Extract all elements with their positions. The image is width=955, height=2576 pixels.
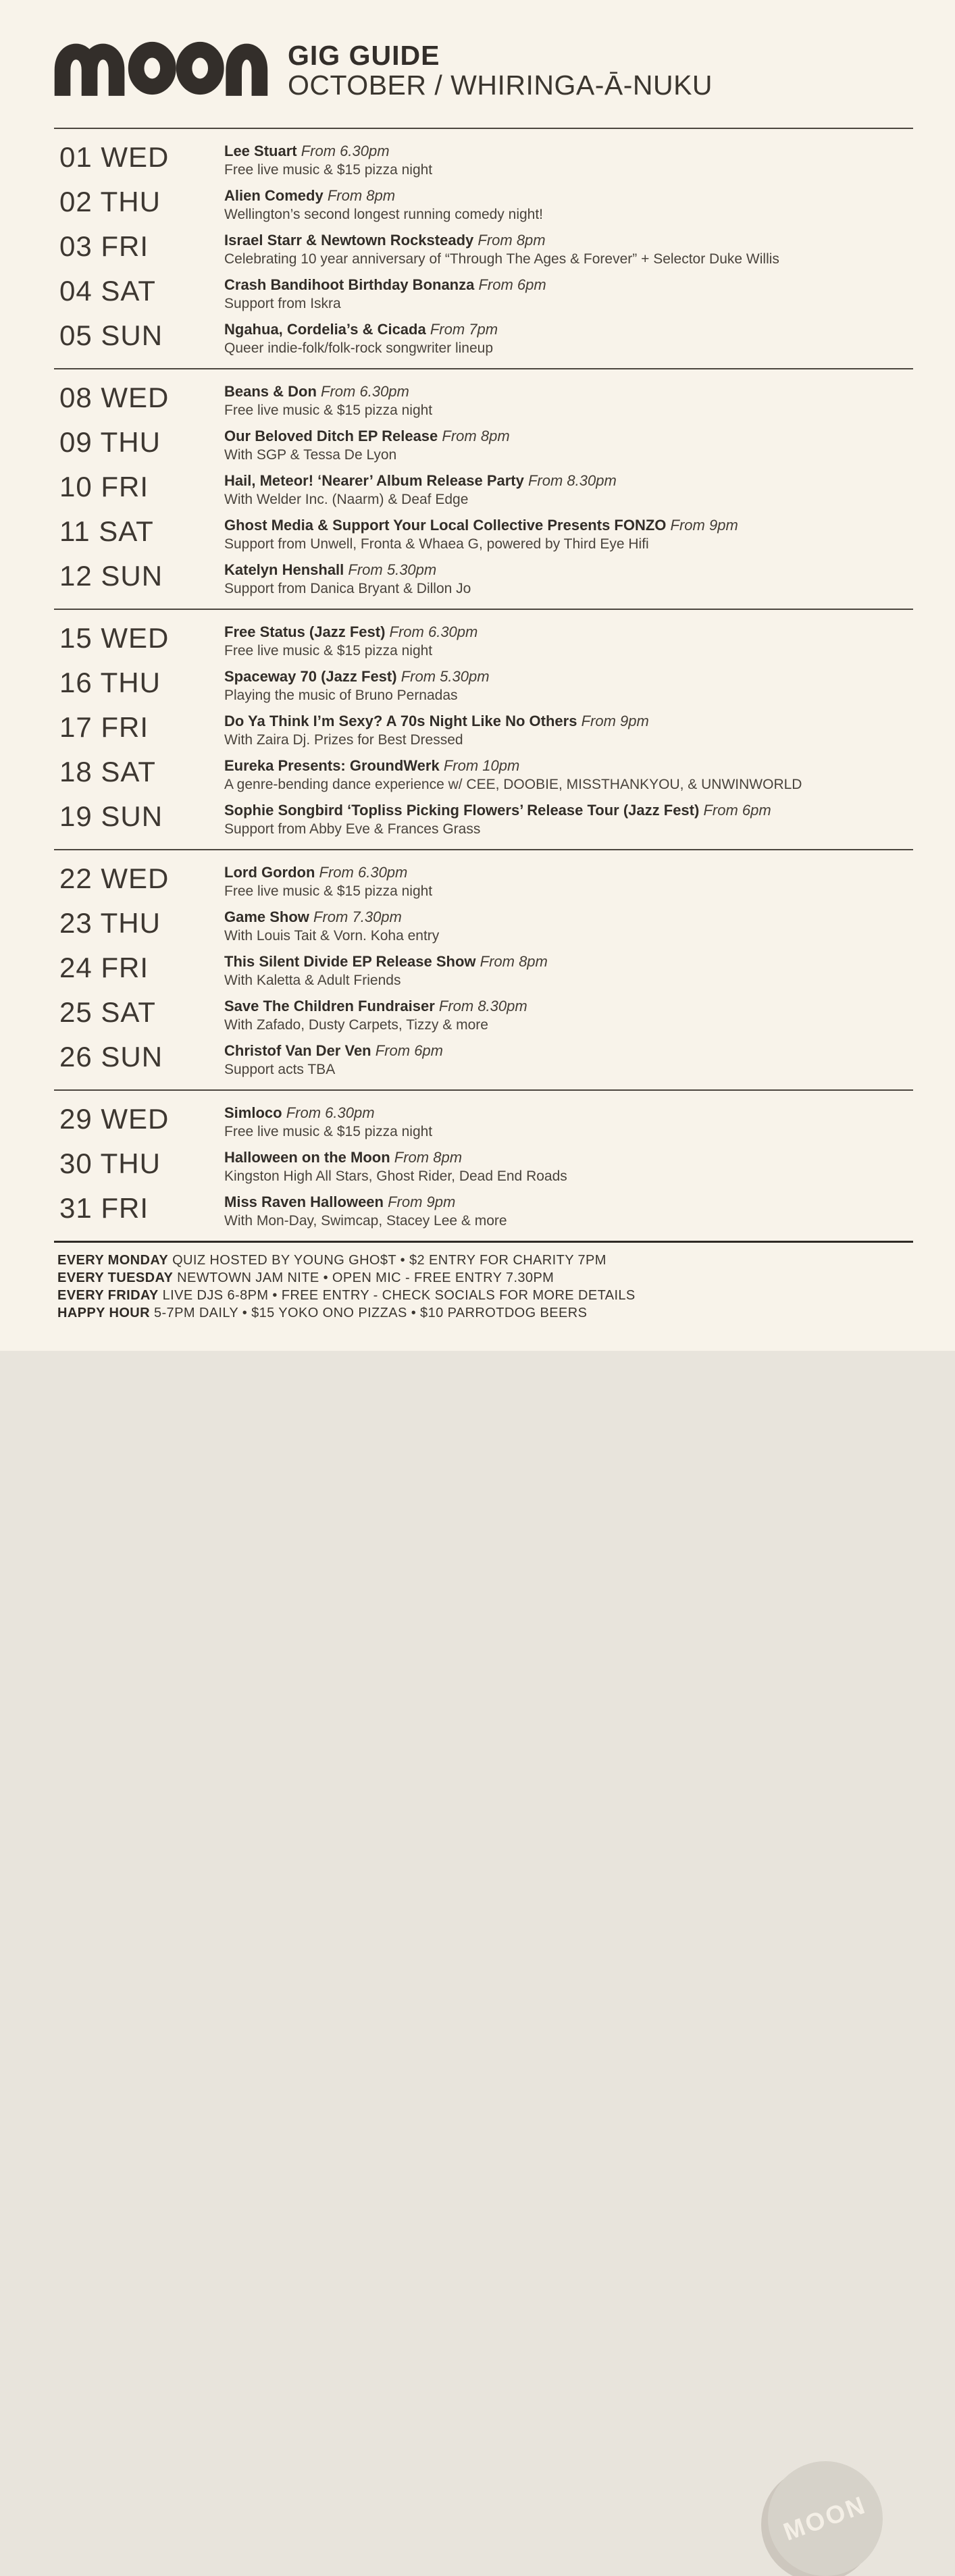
event-date: 30 THU bbox=[59, 1148, 161, 1179]
event-title: Alien Comedy bbox=[224, 187, 324, 204]
event-title: Crash Bandihoot Birthday Bonanza bbox=[224, 276, 475, 293]
moon-stamp bbox=[768, 2461, 883, 2576]
event-time: From 6.30pm bbox=[301, 143, 390, 159]
event-title: Game Show bbox=[224, 908, 309, 925]
event-title-line bbox=[224, 426, 928, 446]
header bbox=[0, 0, 955, 128]
weekly-special-line bbox=[57, 1287, 955, 1304]
footer bbox=[0, 1241, 955, 2546]
event-description: Kingston High All Stars, Ghost Rider, Dead End Roads bbox=[224, 1168, 567, 1184]
event-title-line bbox=[224, 952, 928, 971]
week-section bbox=[0, 610, 955, 849]
weekly-special-text: QUIZ HOSTED BY YOUNG GHO$T • $2 ENTRY FOR CHARITY 7PM bbox=[172, 1253, 606, 1268]
event-date: 02 THU bbox=[59, 186, 161, 217]
event-row bbox=[0, 315, 955, 360]
event-title-line bbox=[224, 230, 928, 250]
moon-stamp-label: MOON bbox=[780, 2490, 871, 2546]
event-title-line bbox=[224, 186, 928, 205]
event-details bbox=[224, 996, 955, 1037]
event-row bbox=[0, 1143, 955, 1188]
event-date: 26 SUN bbox=[59, 1041, 163, 1073]
event-description: Support from Danica Bryant & Dillon Jo bbox=[224, 581, 471, 596]
week-section bbox=[0, 1091, 955, 1241]
event-title: Katelyn Henshall bbox=[224, 561, 344, 578]
weekly-special-label: EVERY MONDAY bbox=[57, 1253, 169, 1268]
event-title: Hail, Meteor! ‘Nearer’ Album Release Party bbox=[224, 472, 524, 489]
event-description: Free live music & $15 pizza night bbox=[224, 162, 433, 178]
event-description: Support from Abby Eve & Frances Grass bbox=[224, 821, 481, 837]
event-description: A genre-bending dance experience w/ CEE, DOOBIE, MISSTHANKYOU, & UNWINWORLD bbox=[224, 777, 802, 792]
event-details bbox=[224, 382, 955, 422]
event-details bbox=[224, 560, 955, 600]
event-title-line bbox=[224, 1103, 928, 1123]
event-time: From 5.30pm bbox=[348, 561, 437, 578]
event-details bbox=[224, 1192, 955, 1233]
event-title-line bbox=[224, 515, 928, 535]
event-date: 23 THU bbox=[59, 907, 161, 939]
event-details bbox=[224, 667, 955, 707]
event-row bbox=[0, 422, 955, 467]
week-section bbox=[0, 129, 955, 368]
event-date: 24 FRI bbox=[59, 952, 149, 983]
event-date: 18 SAT bbox=[59, 756, 156, 788]
event-description: Free live music & $15 pizza night bbox=[224, 883, 433, 899]
event-row bbox=[0, 137, 955, 182]
event-time: From 8.30pm bbox=[438, 998, 527, 1014]
event-date: 17 FRI bbox=[59, 711, 149, 743]
event-details bbox=[224, 756, 955, 796]
event-title: Ngahua, Cordelia’s & Cicada bbox=[224, 321, 426, 338]
event-time: From 9pm bbox=[670, 517, 738, 534]
weekly-special-line bbox=[57, 1304, 955, 1322]
event-title: Sophie Songbird ‘Topliss Picking Flowers’ Release Tour (Jazz Fest) bbox=[224, 802, 700, 819]
moon-logo bbox=[53, 41, 269, 96]
event-date: 16 THU bbox=[59, 667, 161, 698]
event-details bbox=[224, 1103, 955, 1143]
weekly-special-label: EVERY TUESDAY bbox=[57, 1270, 174, 1285]
event-title-line bbox=[224, 275, 928, 294]
event-description: Free live music & $15 pizza night bbox=[224, 643, 433, 659]
event-title: Our Beloved Ditch EP Release bbox=[224, 428, 438, 444]
event-title-line bbox=[224, 141, 928, 161]
weekly-special-text: 5-7PM DAILY • $15 YOKO ONO PIZZAS • $10 PARROTDOG BEERS bbox=[153, 1306, 588, 1320]
weekly-special-text: NEWTOWN JAM NITE • OPEN MIC - FREE ENTRY 7.30PM bbox=[177, 1270, 554, 1285]
event-time: From 6.30pm bbox=[321, 383, 409, 400]
event-description: With Kaletta & Adult Friends bbox=[224, 973, 401, 988]
weekly-special-text: LIVE DJS 6-8PM • FREE ENTRY - CHECK SOCIALS FOR MORE DETAILS bbox=[162, 1288, 636, 1303]
event-time: From 7.30pm bbox=[313, 908, 402, 925]
event-description: With Louis Tait & Vorn. Koha entry bbox=[224, 928, 440, 944]
event-title-line bbox=[224, 471, 928, 490]
event-date: 25 SAT bbox=[59, 996, 156, 1028]
event-row bbox=[0, 226, 955, 271]
event-title: Ghost Media & Support Your Local Collective Presents FONZO bbox=[224, 517, 667, 534]
event-description: Support acts TBA bbox=[224, 1062, 336, 1077]
event-title: Spaceway 70 (Jazz Fest) bbox=[224, 668, 397, 685]
event-details bbox=[224, 186, 955, 226]
event-title-line bbox=[224, 319, 928, 339]
event-description: Support from Unwell, Fronta & Whaea G, powered by Third Eye Hifi bbox=[224, 536, 649, 552]
event-time: From 6.30pm bbox=[286, 1104, 375, 1121]
event-details bbox=[224, 907, 955, 948]
event-title: Christof Van Der Ven bbox=[224, 1042, 371, 1059]
event-title: Free Status (Jazz Fest) bbox=[224, 623, 386, 640]
event-row bbox=[0, 707, 955, 752]
event-description: Free live music & $15 pizza night bbox=[224, 1124, 433, 1139]
event-title: Beans & Don bbox=[224, 383, 317, 400]
event-title: Simloco bbox=[224, 1104, 282, 1121]
event-time: From 6.30pm bbox=[389, 623, 478, 640]
event-title: Miss Raven Halloween bbox=[224, 1193, 384, 1210]
event-title-line bbox=[224, 1041, 928, 1060]
event-row bbox=[0, 511, 955, 556]
event-date: 04 SAT bbox=[59, 275, 156, 307]
event-time: From 9pm bbox=[388, 1193, 456, 1210]
event-details bbox=[224, 275, 955, 315]
event-title: Eureka Presents: GroundWerk bbox=[224, 757, 440, 774]
event-time: From 6pm bbox=[703, 802, 771, 819]
event-title-line bbox=[224, 800, 928, 820]
event-title-line bbox=[224, 1148, 928, 1167]
event-date: 15 WED bbox=[59, 622, 170, 654]
header-titles bbox=[288, 41, 713, 100]
weekly-special-line bbox=[57, 1269, 955, 1287]
event-date: 03 FRI bbox=[59, 230, 149, 262]
event-time: From 9pm bbox=[581, 713, 649, 729]
event-date: 11 SAT bbox=[59, 515, 154, 547]
week-section bbox=[0, 850, 955, 1089]
event-title: Lord Gordon bbox=[224, 864, 315, 881]
event-title: Lee Stuart bbox=[224, 143, 297, 159]
event-listings bbox=[0, 128, 955, 1241]
event-title: Halloween on the Moon bbox=[224, 1149, 390, 1166]
event-date: 31 FRI bbox=[59, 1192, 149, 1224]
event-date: 05 SUN bbox=[59, 319, 163, 351]
event-row bbox=[0, 618, 955, 663]
event-description: Wellington’s second longest running comedy night! bbox=[224, 207, 544, 222]
event-description: Playing the music of Bruno Pernadas bbox=[224, 688, 458, 703]
page-subtitle: OCTOBER / WHIRINGA-Ā-NUKU bbox=[288, 70, 713, 101]
event-row bbox=[0, 1037, 955, 1081]
event-title-line bbox=[224, 1192, 928, 1212]
event-time: From 8pm bbox=[477, 232, 546, 249]
weekly-special-label: EVERY FRIDAY bbox=[57, 1288, 159, 1303]
event-row bbox=[0, 663, 955, 707]
event-details bbox=[224, 426, 955, 467]
event-row bbox=[0, 903, 955, 948]
event-time: From 8pm bbox=[327, 187, 396, 204]
event-date: 12 SUN bbox=[59, 560, 163, 592]
event-title-line bbox=[224, 382, 928, 401]
event-details bbox=[224, 1041, 955, 1081]
event-title: Israel Starr & Newtown Rocksteady bbox=[224, 232, 474, 249]
event-title: Save The Children Fundraiser bbox=[224, 998, 435, 1014]
event-title: Do Ya Think I’m Sexy? A 70s Night Like No Others bbox=[224, 713, 577, 729]
event-description: With SGP & Tessa De Lyon bbox=[224, 447, 397, 463]
event-title-line bbox=[224, 622, 928, 642]
event-details bbox=[224, 1148, 955, 1188]
event-details bbox=[224, 800, 955, 841]
event-time: From 6.30pm bbox=[319, 864, 408, 881]
event-title-line bbox=[224, 756, 928, 775]
event-row bbox=[0, 556, 955, 600]
event-date: 01 WED bbox=[59, 141, 170, 173]
event-details bbox=[224, 141, 955, 182]
event-details bbox=[224, 230, 955, 271]
event-time: From 6pm bbox=[375, 1042, 443, 1059]
event-row bbox=[0, 1099, 955, 1143]
event-time: From 7pm bbox=[430, 321, 498, 338]
event-description: With Mon-Day, Swimcap, Stacey Lee & more bbox=[224, 1213, 507, 1229]
event-row bbox=[0, 467, 955, 511]
event-description: With Zaira Dj. Prizes for Best Dressed bbox=[224, 732, 463, 748]
event-row bbox=[0, 992, 955, 1037]
event-title-line bbox=[224, 907, 928, 927]
event-date: 09 THU bbox=[59, 426, 161, 458]
weekly-special-line bbox=[57, 1252, 955, 1269]
event-details bbox=[224, 515, 955, 556]
event-details bbox=[224, 952, 955, 992]
event-date: 19 SUN bbox=[59, 800, 163, 832]
event-date: 22 WED bbox=[59, 862, 170, 894]
event-description: Support from Iskra bbox=[224, 296, 341, 311]
week-section bbox=[0, 369, 955, 609]
event-title-line bbox=[224, 667, 928, 686]
event-date: 08 WED bbox=[59, 382, 170, 413]
event-date: 10 FRI bbox=[59, 471, 149, 503]
event-time: From 8pm bbox=[394, 1149, 463, 1166]
event-time: From 8pm bbox=[442, 428, 510, 444]
event-description: Celebrating 10 year anniversary of “Through The Ages & Forever” + Selector Duke Willis bbox=[224, 251, 779, 267]
event-row bbox=[0, 182, 955, 226]
event-time: From 8pm bbox=[480, 953, 548, 970]
event-details bbox=[224, 711, 955, 752]
event-title: This Silent Divide EP Release Show bbox=[224, 953, 476, 970]
event-row bbox=[0, 752, 955, 796]
event-details bbox=[224, 862, 955, 903]
event-description: Queer indie-folk/folk-rock songwriter lineup bbox=[224, 340, 494, 356]
event-description: With Zafado, Dusty Carpets, Tizzy & more bbox=[224, 1017, 488, 1033]
event-row bbox=[0, 858, 955, 903]
event-row bbox=[0, 1188, 955, 1233]
event-title-line bbox=[224, 862, 928, 882]
event-title-line bbox=[224, 996, 928, 1016]
event-row bbox=[0, 796, 955, 841]
event-row bbox=[0, 948, 955, 992]
event-description: Free live music & $15 pizza night bbox=[224, 403, 433, 418]
event-time: From 5.30pm bbox=[401, 668, 490, 685]
event-details bbox=[224, 319, 955, 360]
page-title: GIG GUIDE bbox=[288, 40, 440, 71]
event-title-line bbox=[224, 560, 928, 579]
event-row bbox=[0, 271, 955, 315]
event-details bbox=[224, 471, 955, 511]
event-description: With Welder Inc. (Naarm) & Deaf Edge bbox=[224, 492, 469, 507]
weekly-special-label: HAPPY HOUR bbox=[57, 1306, 150, 1320]
event-date: 29 WED bbox=[59, 1103, 170, 1135]
event-time: From 8.30pm bbox=[527, 472, 617, 489]
event-time: From 10pm bbox=[443, 757, 520, 774]
event-details bbox=[224, 622, 955, 663]
event-title-line bbox=[224, 711, 928, 731]
footer-divider bbox=[54, 1241, 913, 1243]
event-time: From 6pm bbox=[478, 276, 546, 293]
weekly-specials bbox=[57, 1252, 955, 1322]
event-row bbox=[0, 378, 955, 422]
